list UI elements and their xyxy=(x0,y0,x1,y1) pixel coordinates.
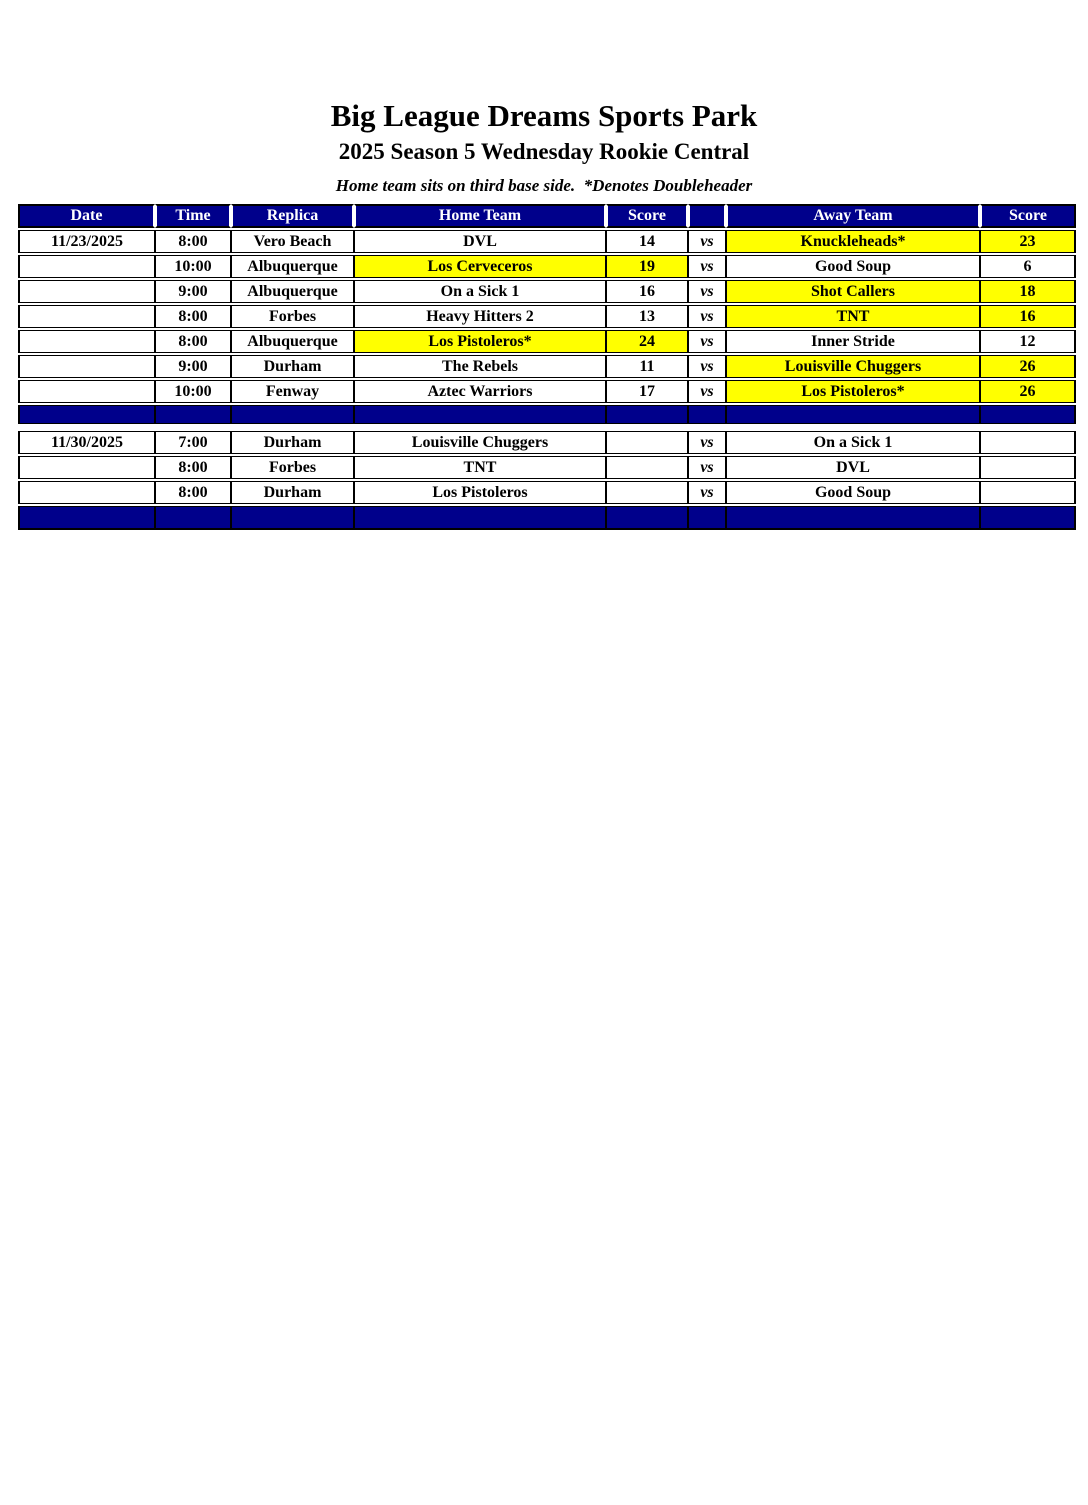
home-team-cell: Heavy Hitters 2 xyxy=(354,305,606,328)
game-row xyxy=(18,280,1076,303)
home-score-cell: 17 xyxy=(606,380,688,403)
time-cell: 10:00 xyxy=(155,380,231,403)
home-team-cell: TNT xyxy=(354,456,606,479)
home-score-cell: 16 xyxy=(606,280,688,303)
time-cell: 10:00 xyxy=(155,255,231,278)
separator-cell xyxy=(980,506,1076,530)
replica-cell: Albuquerque xyxy=(231,280,354,303)
home-team-cell: Los Pistoleros* xyxy=(354,330,606,353)
header-vs xyxy=(688,204,726,228)
separator-cell xyxy=(231,405,354,424)
vs-label: vs xyxy=(688,255,726,278)
date-cell xyxy=(18,355,155,378)
separator-cell xyxy=(606,405,688,424)
away-score-cell xyxy=(980,456,1076,479)
date-cell: 11/30/2025 xyxy=(18,431,155,454)
away-score-cell: 18 xyxy=(980,280,1076,303)
away-team-cell: Inner Stride xyxy=(726,330,980,353)
away-score-cell xyxy=(980,481,1076,504)
away-score-cell xyxy=(980,431,1076,454)
date-cell xyxy=(18,305,155,328)
vs-label: vs xyxy=(688,280,726,303)
header-away-score: Score xyxy=(980,204,1076,228)
replica-cell: Forbes xyxy=(231,456,354,479)
away-score-cell: 26 xyxy=(980,355,1076,378)
home-team-cell: Aztec Warriors xyxy=(354,380,606,403)
separator-cell xyxy=(155,405,231,424)
spacer-cell xyxy=(18,426,1076,429)
schedule-header xyxy=(18,204,1076,228)
away-score-cell: 12 xyxy=(980,330,1076,353)
vs-label: vs xyxy=(688,380,726,403)
home-score-cell xyxy=(606,481,688,504)
header-home-score: Score xyxy=(606,204,688,228)
separator-cell xyxy=(688,506,726,530)
header-date: Date xyxy=(18,204,155,228)
schedule-rows xyxy=(18,230,1076,530)
date-cell xyxy=(18,380,155,403)
vs-label: vs xyxy=(688,330,726,353)
time-cell: 8:00 xyxy=(155,481,231,504)
away-team-cell: TNT xyxy=(726,305,980,328)
away-team-cell: Good Soup xyxy=(726,481,980,504)
home-team-cell: On a Sick 1 xyxy=(354,280,606,303)
away-team-cell: On a Sick 1 xyxy=(726,431,980,454)
page-title: Big League Dreams Sports Park xyxy=(330,98,758,133)
home-score-cell: 11 xyxy=(606,355,688,378)
time-cell: 8:00 xyxy=(155,330,231,353)
away-team-cell: Good Soup xyxy=(726,255,980,278)
away-team-cell: DVL xyxy=(726,456,980,479)
replica-cell: Albuquerque xyxy=(231,255,354,278)
vs-label: vs xyxy=(688,481,726,504)
header-home-team: Home Team xyxy=(354,204,606,228)
time-cell: 9:00 xyxy=(155,355,231,378)
home-score-cell: 24 xyxy=(606,330,688,353)
away-team-cell: Shot Callers xyxy=(726,280,980,303)
away-score-cell: 23 xyxy=(980,230,1076,253)
page-subtitle: 2025 Season 5 Wednesday Rookie Central xyxy=(338,138,750,164)
date-cell xyxy=(18,330,155,353)
vs-label: vs xyxy=(688,305,726,328)
replica-cell: Albuquerque xyxy=(231,330,354,353)
game-row xyxy=(18,305,1076,328)
time-cell: 8:00 xyxy=(155,230,231,253)
away-team-cell: Louisville Chuggers xyxy=(726,355,980,378)
separator-cell xyxy=(354,506,606,530)
separator-cell xyxy=(231,506,354,530)
home-team-cell: DVL xyxy=(354,230,606,253)
time-cell: 8:00 xyxy=(155,456,231,479)
separator-cell xyxy=(18,506,155,530)
replica-cell: Forbes xyxy=(231,305,354,328)
separator-cell xyxy=(18,405,155,424)
header-replica: Replica xyxy=(231,204,354,228)
separator-cell xyxy=(980,405,1076,424)
vs-label: vs xyxy=(688,230,726,253)
home-score-cell: 19 xyxy=(606,255,688,278)
home-score-cell: 14 xyxy=(606,230,688,253)
time-cell: 7:00 xyxy=(155,431,231,454)
vs-label: vs xyxy=(688,431,726,454)
separator-row xyxy=(18,506,1076,530)
game-row xyxy=(18,431,1076,454)
vs-label: vs xyxy=(688,355,726,378)
page xyxy=(0,97,1088,532)
home-score-cell: 13 xyxy=(606,305,688,328)
game-row xyxy=(18,456,1076,479)
away-score-cell: 6 xyxy=(980,255,1076,278)
game-row xyxy=(18,355,1076,378)
game-row xyxy=(18,380,1076,403)
away-score-cell: 26 xyxy=(980,380,1076,403)
separator-cell xyxy=(688,405,726,424)
game-row xyxy=(18,481,1076,504)
separator-cell xyxy=(155,506,231,530)
replica-cell: Durham xyxy=(231,431,354,454)
replica-cell: Durham xyxy=(231,481,354,504)
vs-label: vs xyxy=(688,456,726,479)
date-cell xyxy=(18,255,155,278)
date-cell: 11/23/2025 xyxy=(18,230,155,253)
away-team-cell: Knuckleheads* xyxy=(726,230,980,253)
spacer-row xyxy=(18,426,1076,429)
header-away-team: Away Team xyxy=(726,204,980,228)
home-team-cell: Louisville Chuggers xyxy=(354,431,606,454)
separator-cell xyxy=(726,405,980,424)
separator-cell xyxy=(726,506,980,530)
date-cell xyxy=(18,280,155,303)
game-row xyxy=(18,330,1076,353)
replica-cell: Durham xyxy=(231,355,354,378)
replica-cell: Fenway xyxy=(231,380,354,403)
home-team-cell: Los Pistoleros xyxy=(354,481,606,504)
home-score-cell xyxy=(606,456,688,479)
header-row xyxy=(18,204,1076,228)
game-row xyxy=(18,230,1076,253)
date-cell xyxy=(18,481,155,504)
away-score-cell: 16 xyxy=(980,305,1076,328)
date-cell xyxy=(18,456,155,479)
header-time: Time xyxy=(155,204,231,228)
away-team-cell: Los Pistoleros* xyxy=(726,380,980,403)
home-team-cell: Los Cerveceros xyxy=(354,255,606,278)
time-cell: 9:00 xyxy=(155,280,231,303)
separator-row xyxy=(18,405,1076,424)
replica-cell: Vero Beach xyxy=(231,230,354,253)
separator-cell xyxy=(354,405,606,424)
home-score-cell xyxy=(606,431,688,454)
schedule-note: Home team sits on third base side. *Denotes Doubleheader xyxy=(335,176,753,196)
time-cell: 8:00 xyxy=(155,305,231,328)
schedule-table xyxy=(18,202,1076,532)
game-row xyxy=(18,255,1076,278)
separator-cell xyxy=(606,506,688,530)
home-team-cell: The Rebels xyxy=(354,355,606,378)
